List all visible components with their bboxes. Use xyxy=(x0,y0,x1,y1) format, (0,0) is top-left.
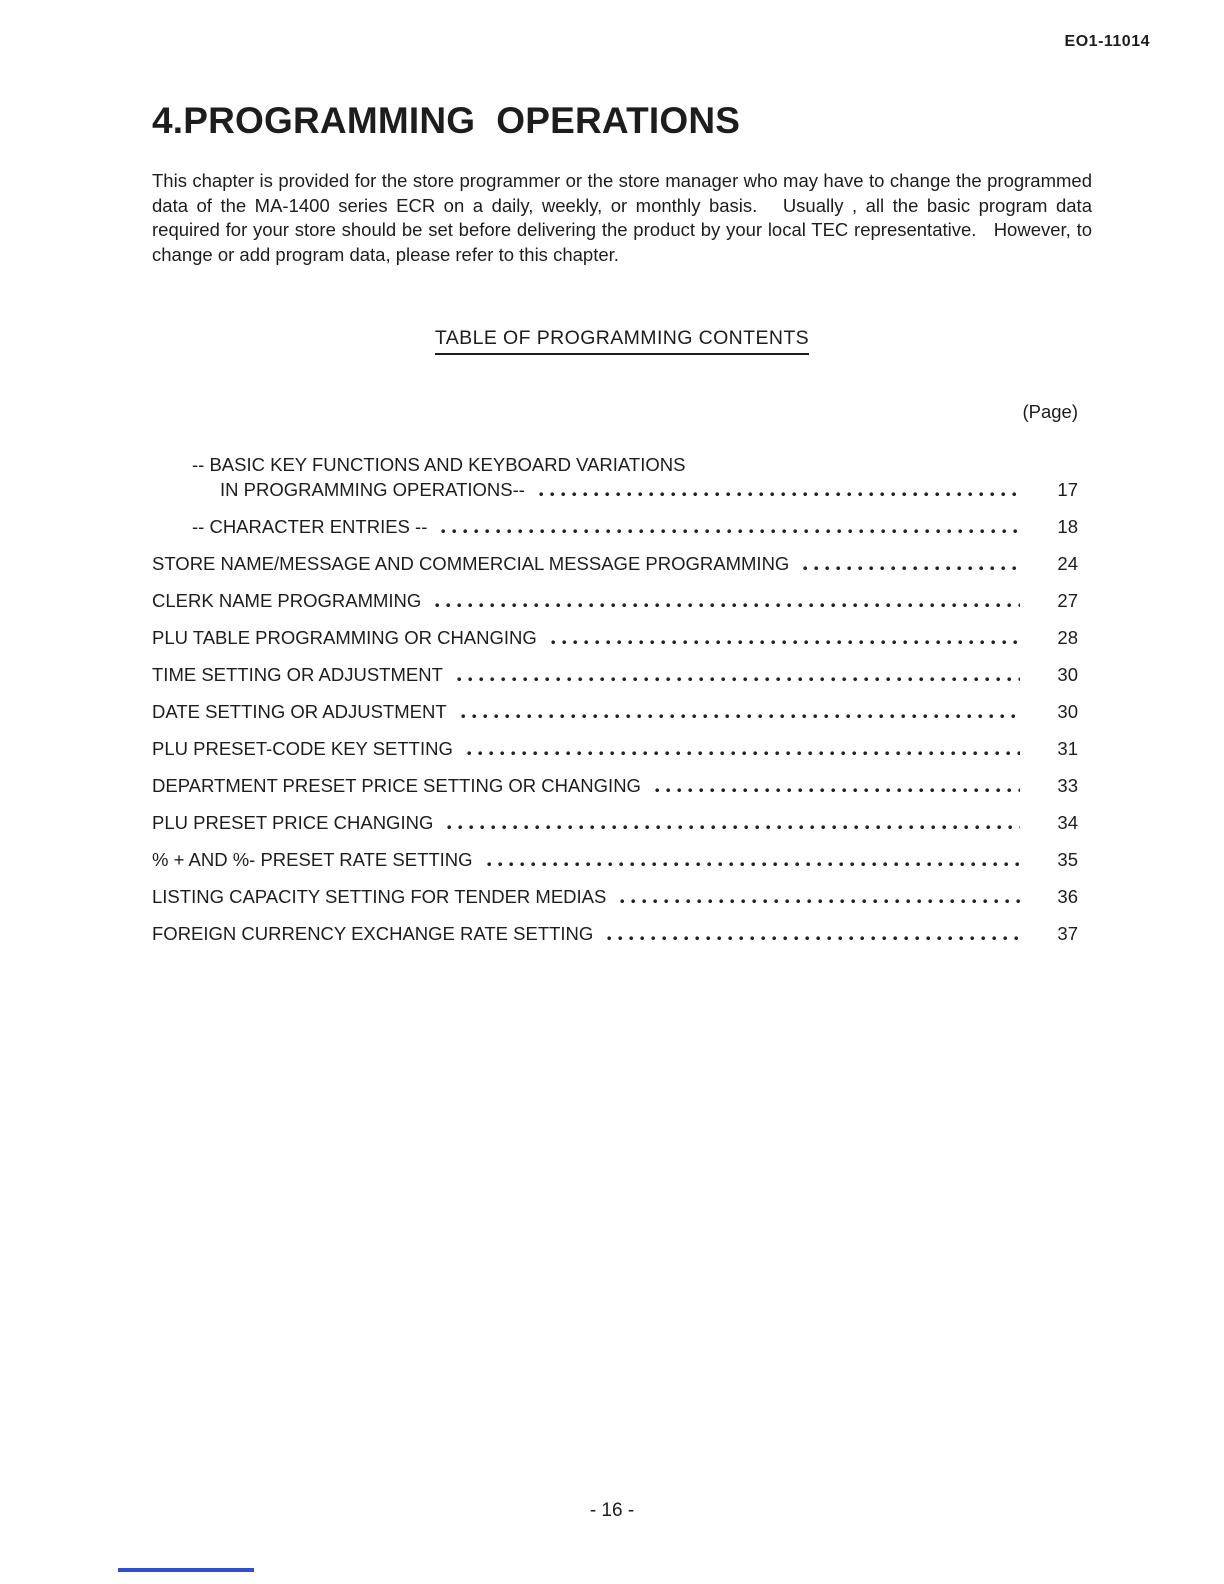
intro-paragraph: This chapter is provided for the store programmer or the store manager who may have to change the programmed data of the MA-1400 series ECR on a daily, weekly, or monthly basis. Usually , all the basic program data required for your store should be set before delivering the product by your local TEC representative. However, to change or add program data, please refer to this chapter. xyxy=(152,170,1098,265)
toc-entry-label: CLERK NAME PROGRAMMING xyxy=(152,590,422,611)
dot-leader xyxy=(447,825,1020,830)
dot-leader xyxy=(607,936,1020,941)
toc-entry-page: 18 xyxy=(1057,516,1078,537)
dot-leader xyxy=(539,492,1020,497)
toc-entry-page: 30 xyxy=(1057,701,1078,722)
dot-leader xyxy=(441,529,1020,534)
toc-entry-label: -- CHARACTER ENTRIES -- xyxy=(192,516,428,537)
toc-entry-label: TIME SETTING OR ADJUSTMENT xyxy=(152,664,443,685)
toc-heading: TABLE OF PROGRAMMING CONTENTS xyxy=(435,327,809,355)
toc-entry xyxy=(152,848,1078,871)
toc-entry-label: PLU PRESET-CODE KEY SETTING xyxy=(152,738,453,759)
scan-artifact-line xyxy=(118,1568,254,1572)
toc-entry-page: 30 xyxy=(1057,664,1078,685)
toc-entry xyxy=(152,700,1078,723)
toc-entry-page: 17 xyxy=(1057,479,1078,500)
toc-entry-label: PLU PRESET PRICE CHANGING xyxy=(152,812,434,833)
toc-entry xyxy=(152,737,1078,760)
toc-entry-label: STORE NAME/MESSAGE AND COMMERCIAL MESSAGE PROGRAMMING xyxy=(152,553,790,574)
toc-entry xyxy=(152,811,1078,834)
toc-entry xyxy=(152,589,1078,612)
toc-entry xyxy=(152,552,1078,575)
toc-entry-page: 28 xyxy=(1057,627,1078,648)
toc-entry-label: IN PROGRAMMING OPERATIONS-- xyxy=(220,479,525,500)
toc-entry-page: 37 xyxy=(1057,923,1078,944)
dot-leader xyxy=(487,862,1020,867)
page-column-label: (Page) xyxy=(1022,401,1078,422)
toc-entry-page: 35 xyxy=(1057,849,1078,870)
toc-entry-label: % + AND %- PRESET RATE SETTING xyxy=(152,849,473,870)
dot-leader xyxy=(551,640,1020,645)
toc-entry xyxy=(152,453,1078,501)
toc-entry-label: LISTING CAPACITY SETTING FOR TENDER MEDIAS xyxy=(152,886,607,907)
toc-entry xyxy=(152,922,1078,945)
toc-heading-wrap xyxy=(152,327,1092,355)
document-code: EO1-11014 xyxy=(1064,33,1150,50)
dot-leader xyxy=(461,714,1020,719)
toc-entry-page: 27 xyxy=(1057,590,1078,611)
toc-entry-page: 36 xyxy=(1057,886,1078,907)
toc-entry-label: FOREIGN CURRENCY EXCHANGE RATE SETTING xyxy=(152,923,594,944)
toc-entry-page: 33 xyxy=(1057,775,1078,796)
toc-entry-row xyxy=(152,478,1078,501)
toc-entry-page: 24 xyxy=(1057,553,1078,574)
dot-leader xyxy=(620,899,1020,904)
dot-leader xyxy=(457,677,1020,682)
page-content xyxy=(152,0,1098,959)
toc-entry xyxy=(152,626,1078,649)
chapter-title: 4.PROGRAMMING OPERATIONS xyxy=(152,100,741,141)
footer-page-number: - 16 - xyxy=(589,1500,635,1521)
toc-entry-label: PLU TABLE PROGRAMMING OR CHANGING xyxy=(152,627,537,648)
toc-entry xyxy=(152,774,1078,797)
toc-entry xyxy=(152,885,1078,908)
toc-list xyxy=(152,453,1092,945)
dot-leader xyxy=(435,603,1020,608)
dot-leader xyxy=(467,751,1020,756)
toc-entry xyxy=(152,663,1078,686)
toc-entry-page: 34 xyxy=(1057,812,1078,833)
dot-leader xyxy=(803,566,1020,571)
toc-entry xyxy=(152,515,1078,538)
toc-entry-label: -- BASIC KEY FUNCTIONS AND KEYBOARD VARIATIONS xyxy=(192,454,686,475)
toc-entry-label: DATE SETTING OR ADJUSTMENT xyxy=(152,701,447,722)
dot-leader xyxy=(655,788,1020,793)
toc-entry-label: DEPARTMENT PRESET PRICE SETTING OR CHANGING xyxy=(152,775,641,796)
toc-entry-page: 31 xyxy=(1057,738,1078,759)
